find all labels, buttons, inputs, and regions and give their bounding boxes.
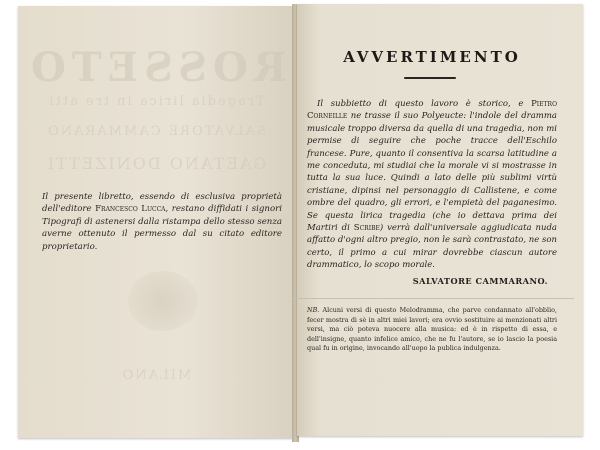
separator bbox=[292, 298, 574, 299]
ghost-composer: GAETANO DONIZETTI bbox=[45, 154, 267, 173]
page-title: AVVERTIMENTO bbox=[343, 48, 521, 66]
left-page bbox=[18, 6, 294, 438]
ghost-title: ROSSETO bbox=[24, 44, 288, 91]
title-rule bbox=[404, 77, 456, 79]
ghost-city: MILANO bbox=[120, 368, 192, 383]
ghost-author: SALVATORE CAMMARANO bbox=[46, 124, 266, 139]
footnote: NB. Alcuni versi di questo Melodramma, che parve condannato all'obblio, fecer mostra di sè in altri miei lavori; era ovvio sostituire ai menzionati altri versi, ma ciò poteva nuocere alla musica: ed è in rispetto di essa, e dell'insigne, quanto infelice amico, che ne fu l'autore, se io lascio la poesia qual fu in origine, invocando all'uopo la publica indulgenza. bbox=[307, 306, 557, 353]
ghost-subtitle: Tragedia lirica in tre atti bbox=[47, 94, 265, 109]
ghost-emblem bbox=[128, 271, 198, 331]
author-signature: SALVATORE CAMMARANO. bbox=[412, 276, 548, 286]
copyright-notice: Il presente libretto, essendo di esclusiva proprietà dell'editore Francesco Lucca, restano diffidati i signori Tipografi di astenersi dalla ristampa dello stesso senza averne ottenuto il permesso dal su citato editore proprietario. bbox=[42, 192, 282, 252]
foreword-paragraph: Il subbietto di questo lavoro è storico, e Pietro Corneille ne trasse il suo Polyeucte: l'indole del dramma musicale troppo diversa da quella di una tragedia, non mi permise di seguire che poche tracce dell'Eschilo francese. Pure, quanto il consentiva la scarsa latitudine a me conceduta, mi studiai che la morale vi si mostrasse in tutta la sua luce. Quindi a lato delle più sublimi virtù cristiane, dipinsi nel personaggio di Callistene, e come ombre del quadro, gli errori, e l'empietà del paganesimo. Se questa lirica tragedia (che io dettava prima dei Martiri di Scribe) verrà dall'universale aggiudicata nuda affatto d'ogni altro pregio, non le sarà contrastato, ne son certo, il primo a cui mirar dovrebbe ciascun autore drammatico, lo scopo morale. bbox=[307, 99, 557, 271]
